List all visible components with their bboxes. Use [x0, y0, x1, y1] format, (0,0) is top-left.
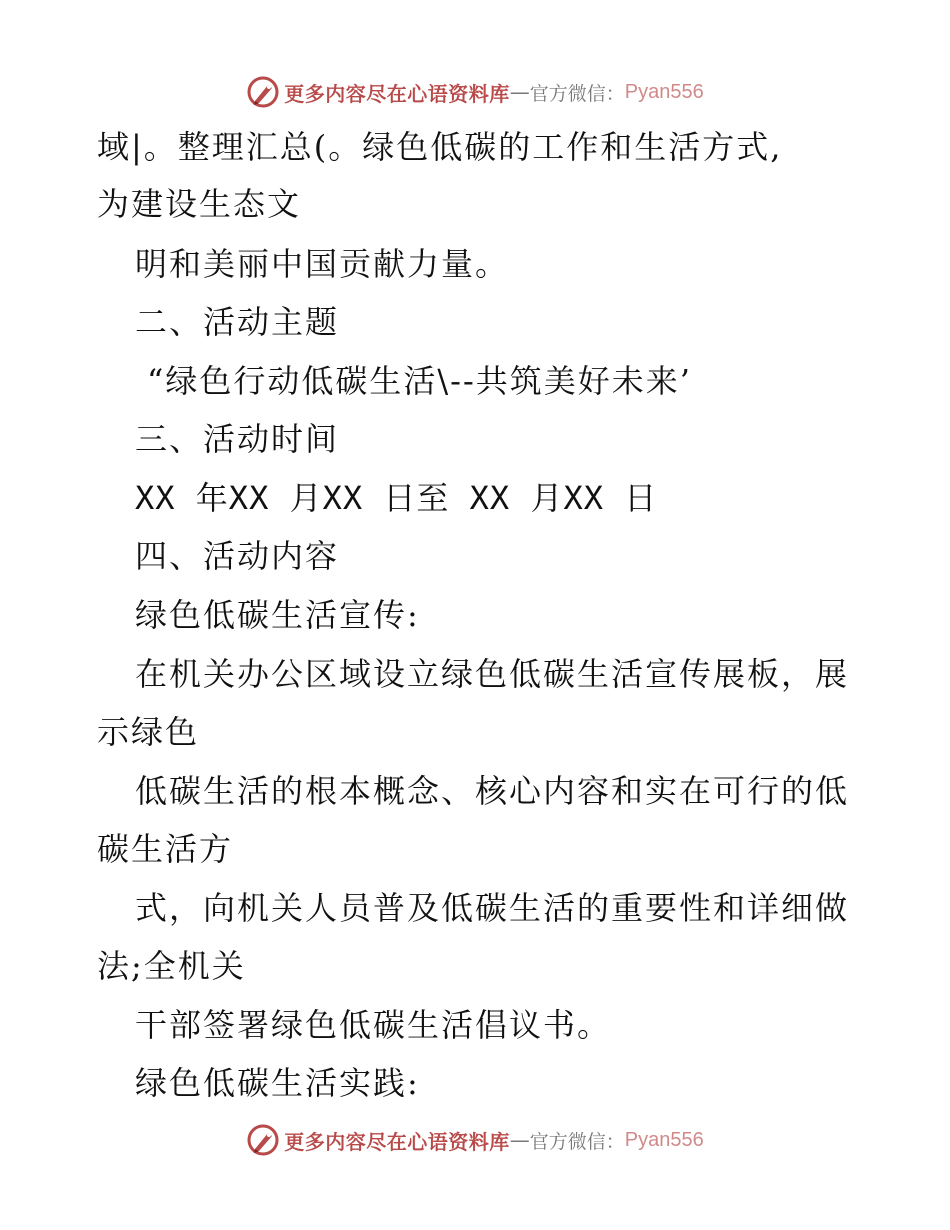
watermark-brand: 更多内容尽在心语资料库	[284, 81, 510, 106]
activity-theme: “绿色行动低碳生活\--共筑美好未来’	[147, 362, 692, 400]
watermark-wechat-id: Pyan556	[624, 1128, 704, 1151]
footer-watermark	[0, 1118, 950, 1162]
watermark-separator: —	[509, 80, 530, 104]
pen-circle-logo-icon	[246, 1123, 280, 1157]
section-heading: 三、活动时间	[135, 420, 340, 458]
watermark-wechat-label: 官方微信：	[529, 82, 625, 105]
text-line: 示绿色	[97, 713, 200, 751]
text-line: 为建设生态文	[97, 185, 302, 223]
text-line: 域|。整理汇总(。绿色低碳的工作和生活方式,	[97, 128, 783, 166]
watermark-wechat-label: 官方微信：	[529, 1130, 625, 1153]
text-line: 法;全机关	[97, 947, 246, 985]
text-line: 碳生活方	[97, 830, 234, 868]
watermark-brand: 更多内容尽在心语资料库	[284, 1129, 510, 1154]
section-heading: 二、活动主题	[135, 303, 340, 341]
section-heading: 四、活动内容	[135, 537, 340, 575]
subsection-heading: 绿色低碳生活实践:	[135, 1064, 420, 1102]
text-line: 在机关办公区域设立绿色低碳生活宣传展板，展	[135, 655, 850, 693]
subsection-heading: 绿色低碳生活宣传:	[135, 596, 420, 634]
watermark-separator: —	[509, 1128, 530, 1152]
text-line: 低碳生活的根本概念、核心内容和实在可行的低	[135, 772, 850, 810]
text-line: 式，向机关人员普及低碳生活的重要性和详细做	[135, 889, 850, 927]
watermark-wechat-id: Pyan556	[624, 80, 704, 103]
activity-time: XX 年XX 月XX 日至 XX 月XX 日	[135, 479, 658, 517]
text-line: 明和美丽中国贡献力量。	[135, 245, 510, 283]
text-line: 干部签署绿色低碳生活倡议书。	[135, 1006, 612, 1044]
